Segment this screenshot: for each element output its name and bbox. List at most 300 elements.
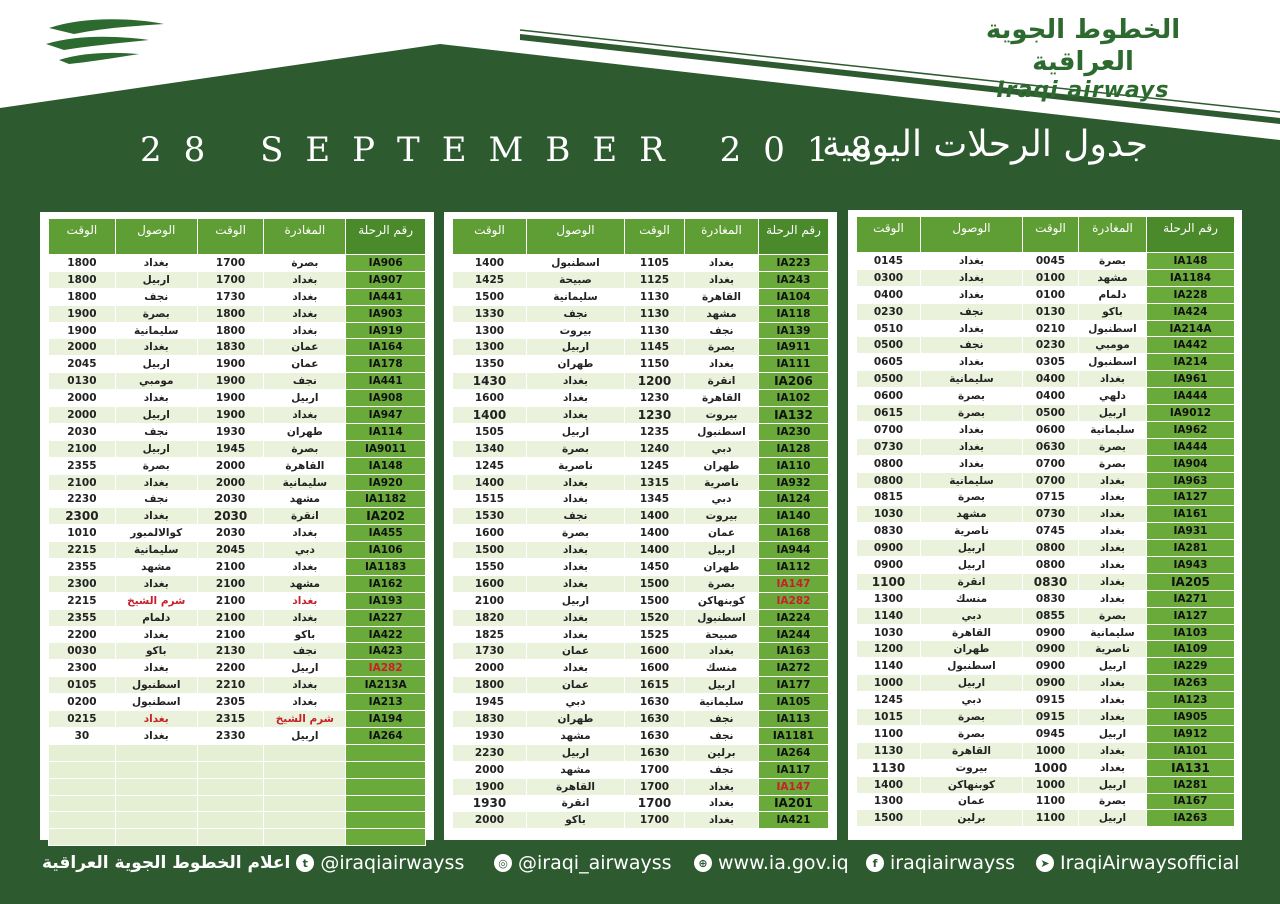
col-arrival: الوصول [115,219,197,255]
arrival-time: 1600 [453,390,527,407]
facebook-handle[interactable]: iraqiairwayss [890,852,1016,874]
flight-number: IA229 [1147,658,1235,675]
table-row [49,575,426,592]
arrival-time: 0605 [857,354,921,371]
empty-row [49,829,426,846]
flight-number: IA148 [1147,253,1235,270]
arrival-city: اربيل [115,356,197,373]
departure-city: بغداد [1079,472,1147,489]
table-row [49,288,426,305]
arrival-city: عمان [527,643,625,660]
departure-time: 1000 [1023,742,1079,759]
table-row [49,271,426,288]
departure-time: 1240 [625,440,685,457]
departure-city: بغداد [685,271,759,288]
departure-city: منسك [685,660,759,677]
empty-cell [346,795,426,812]
arrival-city: القاهرة [921,742,1023,759]
flight-number: IA920 [346,474,426,491]
departure-time: 1700 [197,255,264,272]
footer-telegram[interactable] [1036,852,1239,874]
departure-city: اربيل [264,660,346,677]
arrival-time: 1825 [453,626,527,643]
arrival-city: طهران [527,356,625,373]
departure-time: 1600 [625,643,685,660]
table-row [857,810,1235,827]
departure-city: مشهد [1079,269,1147,286]
empty-cell [49,812,116,829]
flight-number: IA177 [759,677,829,694]
flight-table [48,218,426,846]
table-row [857,303,1235,320]
col-arrival: الوصول [921,217,1023,253]
departure-time: 1200 [625,373,685,390]
flight-number: IA272 [759,660,829,677]
footer-instagram[interactable] [494,852,672,874]
empty-cell [49,795,116,812]
departure-city: عمان [264,339,346,356]
table-row [857,641,1235,658]
departure-time: 1525 [625,626,685,643]
arrival-city: بغداد [115,660,197,677]
twitter-icon[interactable]: t [296,854,314,872]
flight-number: IA213A [346,677,426,694]
table-row [49,643,426,660]
departure-time: 1900 [197,390,264,407]
departure-time: 1520 [625,609,685,626]
empty-cell [346,761,426,778]
table-row [49,711,426,728]
departure-city: عمان [685,525,759,542]
departure-time: 1800 [197,322,264,339]
table-row [49,694,426,711]
brand-name-english: Iraqi airways [996,78,1170,103]
facebook-icon[interactable]: f [866,854,884,872]
flight-number: IA9012 [1147,405,1235,422]
empty-cell [115,812,197,829]
departure-city: دلمام [1079,286,1147,303]
table-row [453,660,829,677]
arrival-time: 0105 [49,677,116,694]
table-row [453,390,829,407]
flight-number: IA147 [759,575,829,592]
empty-cell [49,829,116,846]
empty-cell [346,812,426,829]
arrival-city: بغداد [115,727,197,744]
arrival-city: بغداد [115,339,197,356]
departure-time: 1630 [625,744,685,761]
flight-number: IA912 [1147,725,1235,742]
flight-number: IA911 [759,339,829,356]
arrival-time: 2355 [49,559,116,576]
table-row [49,592,426,609]
table-row [453,322,829,339]
arrival-time: 1245 [857,692,921,709]
flight-number: IA202 [346,508,426,525]
globe-icon[interactable]: ⊕ [694,854,712,872]
departure-time: 1230 [625,390,685,407]
table-row [453,423,829,440]
flight-number: IA117 [759,761,829,778]
departure-city: اسطنبول [685,609,759,626]
table-row [857,354,1235,371]
departure-city: اربيل [685,677,759,694]
arrival-city: نجف [115,491,197,508]
departure-time: 0900 [1023,641,1079,658]
arrival-city: دلمام [115,609,197,626]
table-row [49,474,426,491]
arrival-time: 1350 [453,356,527,373]
departure-time: 1600 [625,660,685,677]
arrival-time: 1900 [453,778,527,795]
departure-time: 1145 [625,339,685,356]
departure-time: 0100 [1023,286,1079,303]
departure-city: طهران [685,457,759,474]
departure-time: 1450 [625,559,685,576]
flight-number: IA123 [1147,692,1235,709]
departure-time: 0230 [1023,337,1079,354]
arrival-time: 0500 [857,337,921,354]
brand-name-arabic: الخطوط الجوية العراقية [985,15,1181,77]
website-link[interactable]: www.ia.gov.iq [718,852,849,874]
telegram-handle[interactable]: IraqiAirwaysofficial [1060,852,1240,874]
arrival-time: 1830 [453,711,527,728]
departure-time: 2030 [197,491,264,508]
departure-city: نجف [685,322,759,339]
table-row [453,407,829,424]
flight-number: IA124 [759,491,829,508]
departure-city: بغداد [685,356,759,373]
arrival-city: بيروت [921,759,1023,776]
departure-time: 1700 [625,778,685,795]
departure-city: القاهرة [264,457,346,474]
arrival-time: 1800 [49,255,116,272]
departure-time: 1100 [1023,793,1079,810]
arrival-city: بيروت [527,322,625,339]
flight-number: IA109 [1147,641,1235,658]
flight-number: IA114 [346,423,426,440]
flight-number: IA223 [759,255,829,272]
arrival-time: 0510 [857,320,921,337]
arrival-city: سليمانية [115,322,197,339]
flight-number: IA227 [346,609,426,626]
table-row [49,508,426,525]
flight-number: IA1182 [346,491,426,508]
arrival-time: 1400 [453,407,527,424]
departure-city: دبي [685,440,759,457]
flight-number: IA906 [346,255,426,272]
departure-city: سليمانية [1079,624,1147,641]
flight-number: IA905 [1147,709,1235,726]
departure-time: 0630 [1023,438,1079,455]
departure-time: 0100 [1023,269,1079,286]
arrival-city: مومبي [115,373,197,390]
empty-cell [115,829,197,846]
arrival-time: 1930 [453,727,527,744]
footer-web[interactable] [694,852,849,874]
instagram-icon[interactable]: ◎ [494,854,512,872]
departure-city: بيروت [685,508,759,525]
flight-number: IA131 [1147,759,1235,776]
flight-number: IA919 [346,322,426,339]
arrival-city: بصرة [921,725,1023,742]
arrival-city: بغداد [527,609,625,626]
col-departure: المغادرة [685,219,759,255]
table-row [857,725,1235,742]
instagram-handle[interactable]: @iraqi_airwayss [518,852,672,874]
departure-city: اربيل [264,390,346,407]
arrival-city: اربيل [921,675,1023,692]
departure-city: بصرة [1079,438,1147,455]
arrival-time: 2000 [453,812,527,829]
departure-time: 2100 [197,575,264,592]
departure-time: 0800 [1023,557,1079,574]
arrival-time: 2000 [49,390,116,407]
arrival-city: بغداد [921,253,1023,270]
flight-number: IA205 [1147,573,1235,590]
table-row [857,759,1235,776]
arrival-time: 0900 [857,540,921,557]
departure-city: بصرة [264,255,346,272]
flight-number: IA127 [1147,607,1235,624]
departure-city: بغداد [264,559,346,576]
flight-number: IA132 [759,407,829,424]
departure-city: بغداد [685,812,759,829]
arrival-city: بغداد [527,491,625,508]
table-row [453,727,829,744]
arrival-time: 2355 [49,609,116,626]
departure-city: بغداد [1079,759,1147,776]
departure-time: 1615 [625,677,685,694]
flight-number: IA1181 [759,727,829,744]
table-row [49,525,426,542]
departure-city: دبي [264,542,346,559]
departure-time: 1000 [1023,759,1079,776]
departure-city: بغداد [264,288,346,305]
departure-city: دلهي [1079,388,1147,405]
flight-number: IA442 [1147,337,1235,354]
arrival-time: 2045 [49,356,116,373]
arrival-time: 2300 [49,508,116,525]
empty-row [49,812,426,829]
flight-number: IA263 [1147,675,1235,692]
table-row [453,744,829,761]
empty-cell [264,829,346,846]
footer-media [42,852,464,874]
arrival-time: 2230 [453,744,527,761]
arrival-city: بغداد [921,286,1023,303]
table-row [453,677,829,694]
flight-number: IA263 [1147,810,1235,827]
departure-time: 1630 [625,711,685,728]
empty-cell [346,829,426,846]
arrival-time: 1140 [857,658,921,675]
arrival-time: 0600 [857,388,921,405]
table-row [857,253,1235,270]
arrival-time: 1600 [453,525,527,542]
flight-number: IA163 [759,643,829,660]
table-row [49,255,426,272]
table-row [453,643,829,660]
arrival-city: صبيحة [527,271,625,288]
flight-number: IA148 [346,457,426,474]
arrival-city: انقرة [921,573,1023,590]
empty-cell [115,761,197,778]
table-row [453,559,829,576]
departure-city: اربيل [1079,725,1147,742]
empty-cell [346,778,426,795]
departure-time: 2100 [197,592,264,609]
col-departure-time: الوقت [1023,217,1079,253]
departure-time: 1900 [197,407,264,424]
table-row [453,795,829,812]
arrival-time: 0130 [49,373,116,390]
arrival-city: اربيل [527,339,625,356]
flight-number: IA147 [759,778,829,795]
arrival-time: 1400 [453,474,527,491]
footer-facebook[interactable] [866,852,1015,874]
arrival-time: 1900 [49,322,116,339]
flight-number: IA194 [346,711,426,728]
departure-city: دبي [685,491,759,508]
arrival-time: 1800 [49,288,116,305]
flight-number: IA271 [1147,590,1235,607]
arrival-city: نجف [115,288,197,305]
departure-city: انقرة [685,373,759,390]
departure-city: بغداد [264,694,346,711]
arrival-time: 2215 [49,592,116,609]
departure-city: بغداد [264,677,346,694]
arrival-time: 1550 [453,559,527,576]
arrival-city: بغداد [115,390,197,407]
departure-time: 1105 [625,255,685,272]
departure-city: اسطنبول [1079,320,1147,337]
flight-number: IA110 [759,457,829,474]
table-row [453,305,829,322]
departure-time: 0830 [1023,573,1079,590]
arrival-city: ناصرية [921,523,1023,540]
arrival-city: عمان [527,677,625,694]
empty-cell [346,744,426,761]
table-row [453,474,829,491]
flight-number: IA106 [346,542,426,559]
departure-city: بصرة [1079,607,1147,624]
col-arrival: الوصول [527,219,625,255]
arrival-city: مشهد [527,727,625,744]
departure-time: 0600 [1023,421,1079,438]
flight-number: IA214 [1147,354,1235,371]
departure-time: 2000 [197,457,264,474]
arrival-time: 1010 [49,525,116,542]
departure-city: ناصرية [1079,641,1147,658]
schedule-title: جدول الرحلات اليومية [822,124,1148,165]
arrival-city: نجف [527,305,625,322]
flight-number: IA444 [1147,388,1235,405]
table-row [857,607,1235,624]
flight-number: IA904 [1147,455,1235,472]
table-row [453,491,829,508]
arrival-city: بغداد [921,354,1023,371]
arrival-time: 1000 [857,675,921,692]
table-row [857,793,1235,810]
departure-time: 2030 [197,525,264,542]
schedule-table-left [40,212,434,840]
arrival-city: بغداد [115,711,197,728]
arrival-city: بغداد [921,438,1023,455]
arrival-city: بصرة [921,388,1023,405]
departure-time: 0305 [1023,354,1079,371]
flight-number: IA178 [346,356,426,373]
arrival-time: 2000 [453,660,527,677]
table-row [857,371,1235,388]
table-row [857,455,1235,472]
departure-city: طهران [685,559,759,576]
departure-time: 1235 [625,423,685,440]
departure-time: 2305 [197,694,264,711]
arrival-city: باكو [115,643,197,660]
departure-time: 0900 [1023,658,1079,675]
arrival-time: 0215 [49,711,116,728]
table-row [49,660,426,677]
arrival-city: ناصرية [527,457,625,474]
arrival-time: 1140 [857,607,921,624]
departure-city: بصرة [685,339,759,356]
flight-number: IA908 [346,390,426,407]
departure-city: باكو [1079,303,1147,320]
flight-number: IA213 [346,694,426,711]
flight-number: IA164 [346,339,426,356]
departure-time: 0915 [1023,709,1079,726]
flight-number: IA128 [759,440,829,457]
flight-number: IA243 [759,271,829,288]
departure-time: 1400 [625,525,685,542]
col-arrival-time: الوقت [857,217,921,253]
arrival-city: بغداد [115,626,197,643]
departure-time: 1130 [625,288,685,305]
empty-cell [264,778,346,795]
arrival-city: مشهد [921,506,1023,523]
arrival-city: بغداد [527,542,625,559]
table-row [857,557,1235,574]
table-row [49,407,426,424]
arrival-time: 1500 [453,288,527,305]
table-row [49,559,426,576]
arrival-city: اسطنبول [115,677,197,694]
arrival-city: بغداد [527,660,625,677]
arrival-time: 0200 [49,694,116,711]
arrival-city: بصرة [921,405,1023,422]
schedule-table-middle [444,212,837,840]
twitter-handle[interactable]: @iraqiairwayss [320,852,465,874]
arrival-city: سليمانية [527,288,625,305]
col-flight-number: رقم الرحلة [346,219,426,255]
departure-city: بغداد [1079,709,1147,726]
departure-time: 2100 [197,609,264,626]
arrival-time: 1430 [453,373,527,390]
flight-number: IA244 [759,626,829,643]
departure-city: القاهرة [685,288,759,305]
departure-time: 2100 [197,626,264,643]
table-row [453,575,829,592]
departure-city: بغداد [1079,557,1147,574]
table-row [49,542,426,559]
arrival-city: دبي [921,607,1023,624]
arrival-city: بغداد [527,626,625,643]
departure-time: 0210 [1023,320,1079,337]
telegram-icon[interactable]: ➤ [1036,854,1054,872]
arrival-time: 1600 [453,575,527,592]
departure-time: 0945 [1023,725,1079,742]
